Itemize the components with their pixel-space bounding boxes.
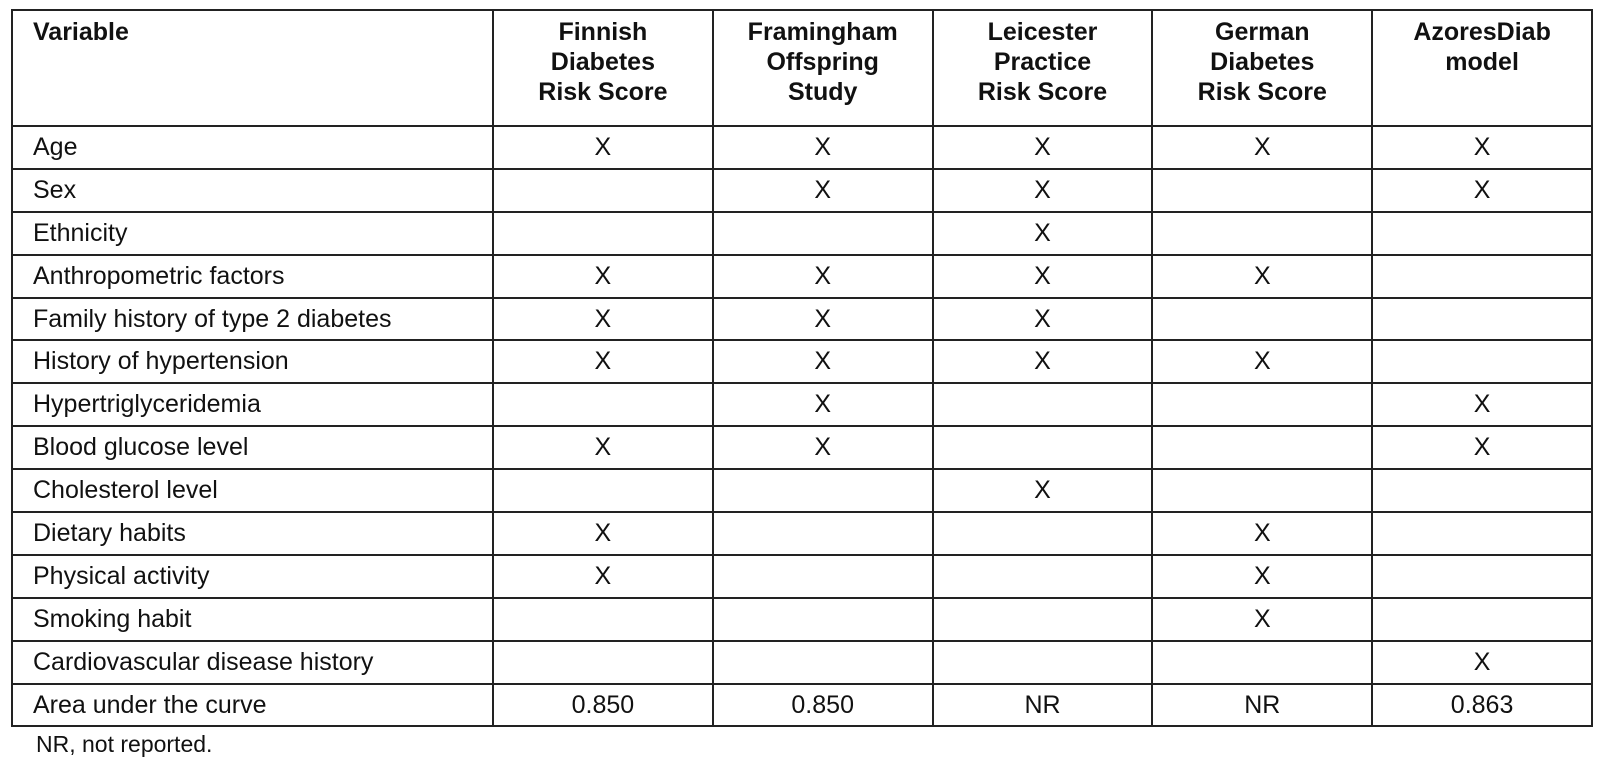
value-cell	[493, 598, 713, 641]
table-row	[12, 340, 1592, 383]
value-cell	[1372, 212, 1592, 255]
value-cell: X	[933, 169, 1153, 212]
value-cell	[1152, 169, 1372, 212]
value-cell: X	[493, 126, 713, 169]
table-row	[12, 169, 1592, 212]
variable-cell: Area under the curve	[12, 684, 493, 727]
value-cell	[493, 169, 713, 212]
value-cell: X	[933, 340, 1153, 383]
value-cell	[1372, 555, 1592, 598]
header-line: Diabetes	[1210, 48, 1315, 76]
value-cell: X	[713, 126, 933, 169]
value-cell: X	[493, 255, 713, 298]
header-variable	[12, 10, 493, 126]
value-cell: X	[1372, 426, 1592, 469]
value-cell	[933, 598, 1153, 641]
value-cell	[1152, 426, 1372, 469]
header-row	[12, 10, 1592, 126]
value-cell	[1372, 255, 1592, 298]
table-row	[12, 684, 1592, 727]
value-cell: X	[1152, 126, 1372, 169]
header-line: Study	[787, 78, 858, 106]
variable-cell: Smoking habit	[12, 598, 493, 641]
table-row	[12, 298, 1592, 341]
value-cell: NR	[1152, 684, 1372, 727]
footnote: NR, not reported.	[36, 731, 213, 757]
value-cell	[933, 426, 1153, 469]
value-cell: X	[493, 512, 713, 555]
value-cell	[493, 641, 713, 684]
variable-cell: Anthropometric factors	[12, 255, 493, 298]
value-cell: X	[933, 298, 1153, 341]
value-cell: X	[713, 426, 933, 469]
header-line: Finnish	[558, 18, 648, 46]
value-cell: X	[713, 298, 933, 341]
value-cell	[933, 512, 1153, 555]
table-row	[12, 126, 1592, 169]
header-line: Diabetes	[550, 48, 655, 76]
value-cell	[713, 641, 933, 684]
value-cell: X	[1152, 340, 1372, 383]
value-cell: X	[1152, 598, 1372, 641]
value-cell: X	[493, 555, 713, 598]
variable-cell: History of hypertension	[12, 340, 493, 383]
value-cell	[1152, 383, 1372, 426]
header-line: Risk Score	[977, 78, 1108, 106]
value-cell	[493, 212, 713, 255]
value-cell: 0.850	[493, 684, 713, 727]
value-cell: X	[933, 469, 1153, 512]
value-cell: NR	[933, 684, 1153, 727]
value-cell: X	[493, 426, 713, 469]
value-cell: X	[713, 340, 933, 383]
header-line: Framingham	[747, 18, 898, 46]
header-model	[493, 10, 713, 126]
value-cell: X	[713, 383, 933, 426]
value-cell	[1372, 512, 1592, 555]
header-line: AzoresDiab	[1413, 18, 1551, 46]
value-cell: X	[933, 126, 1153, 169]
value-cell	[1152, 469, 1372, 512]
value-cell	[1372, 598, 1592, 641]
header-line: German	[1215, 18, 1310, 46]
header-line: Leicester	[987, 18, 1098, 46]
variable-cell: Hypertriglyceridemia	[12, 383, 493, 426]
table-row	[12, 426, 1592, 469]
value-cell	[1152, 212, 1372, 255]
header-model	[1372, 10, 1592, 126]
header-model	[713, 10, 933, 126]
value-cell: X	[1152, 555, 1372, 598]
value-cell: 0.850	[713, 684, 933, 727]
value-cell	[1152, 641, 1372, 684]
value-cell: X	[713, 255, 933, 298]
value-cell	[713, 598, 933, 641]
value-cell: X	[493, 340, 713, 383]
header-line: Variable	[33, 18, 129, 46]
variable-cell: Cholesterol level	[12, 469, 493, 512]
value-cell	[1372, 469, 1592, 512]
variable-cell: Physical activity	[12, 555, 493, 598]
table-row	[12, 641, 1592, 684]
value-cell: 0.863	[1372, 684, 1592, 727]
value-cell: X	[1372, 383, 1592, 426]
variable-cell: Family history of type 2 diabetes	[12, 298, 493, 341]
value-cell	[493, 383, 713, 426]
value-cell: X	[1372, 169, 1592, 212]
value-cell: X	[713, 169, 933, 212]
variable-cell: Age	[12, 126, 493, 169]
table-row	[12, 383, 1592, 426]
value-cell	[1372, 298, 1592, 341]
variable-cell: Cardiovascular disease history	[12, 641, 493, 684]
value-cell	[933, 641, 1153, 684]
header-line: Offspring	[766, 48, 879, 76]
table-row	[12, 212, 1592, 255]
table-row	[12, 598, 1592, 641]
value-cell: X	[1152, 512, 1372, 555]
value-cell	[713, 555, 933, 598]
header-line: model	[1445, 48, 1519, 76]
value-cell	[933, 555, 1153, 598]
value-cell	[1152, 298, 1372, 341]
value-cell	[493, 469, 713, 512]
value-cell	[713, 212, 933, 255]
value-cell: X	[1152, 255, 1372, 298]
table-row	[12, 469, 1592, 512]
value-cell: X	[1372, 126, 1592, 169]
variable-cell: Dietary habits	[12, 512, 493, 555]
table-row	[12, 555, 1592, 598]
variable-cell: Ethnicity	[12, 212, 493, 255]
risk-score-comparison-table	[11, 9, 1593, 727]
header-line: Risk Score	[538, 78, 668, 106]
table-row	[12, 255, 1592, 298]
variable-cell: Sex	[12, 169, 493, 212]
table-row	[12, 512, 1592, 555]
value-cell: X	[1372, 641, 1592, 684]
value-cell: X	[933, 255, 1153, 298]
value-cell	[713, 512, 933, 555]
header-line: Practice	[993, 48, 1092, 76]
value-cell: X	[933, 212, 1153, 255]
value-cell: X	[493, 298, 713, 341]
variable-cell: Blood glucose level	[12, 426, 493, 469]
value-cell	[713, 469, 933, 512]
value-cell	[933, 383, 1153, 426]
header-line: Risk Score	[1197, 78, 1327, 106]
value-cell	[1372, 340, 1592, 383]
header-model	[1152, 10, 1372, 126]
header-model	[933, 10, 1153, 126]
